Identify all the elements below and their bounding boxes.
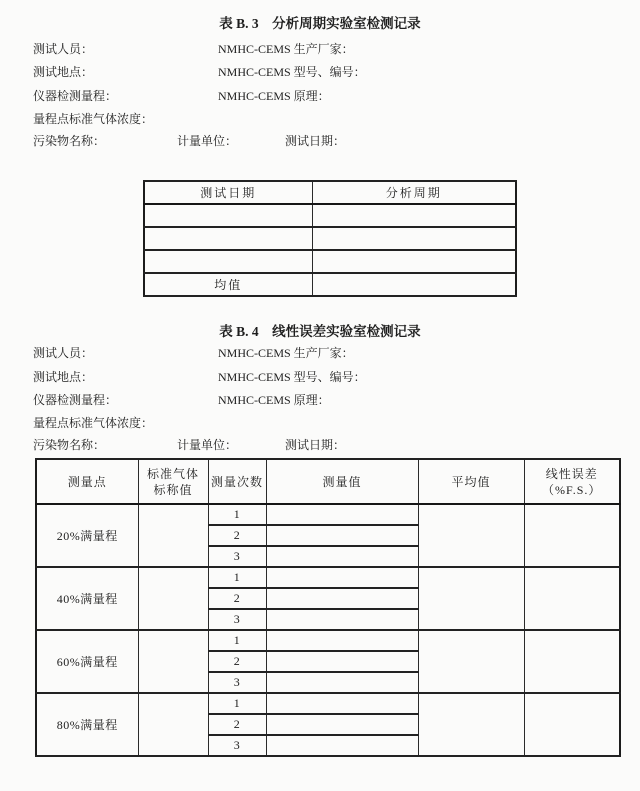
field-tester-label: 测试人员：: [33, 42, 94, 56]
linearity-error-cell: [524, 504, 620, 567]
standard-gas-line1: 标准气体: [146, 466, 199, 481]
field-site-label: 测试地点：: [33, 370, 94, 384]
col-header-average-value: 平均值: [418, 459, 524, 504]
standard-gas-line2: 标称值: [153, 482, 193, 497]
field-site-label: 测试地点：: [33, 65, 94, 79]
run-number-cell: 3: [208, 546, 266, 567]
header-row: [36, 459, 620, 504]
measured-value-cell: [266, 525, 418, 546]
empty-cell: [144, 250, 312, 273]
measure-point-cell: 20%满量程: [36, 504, 138, 567]
average-value-cell: [418, 567, 524, 630]
measure-point-cell: 60%满量程: [36, 630, 138, 693]
run-number-cell: 1: [208, 567, 266, 588]
measured-value-cell: [266, 651, 418, 672]
col-header-analysis-period: 分析周期: [312, 181, 516, 204]
run-number-cell: 1: [208, 630, 266, 651]
standard-gas-value-cell: [138, 693, 208, 756]
row-mean-label: 均值: [144, 273, 312, 296]
run-number-cell: 3: [208, 735, 266, 756]
analysis-period-table: [143, 180, 517, 297]
field-tester-label: 测试人员：: [33, 346, 94, 360]
measure-point-cell: 40%满量程: [36, 567, 138, 630]
linearity-error-line1: 线性误差: [545, 466, 598, 481]
average-value-cell: [418, 693, 524, 756]
measured-value-cell: [266, 630, 418, 651]
field-manufacturer-label: NMHC-CEMS 生产厂家：: [218, 346, 354, 360]
field-principle-label: NMHC-CEMS 原理：: [218, 89, 330, 103]
field-date-label: 测试日期：: [285, 134, 346, 148]
field-span-gas-label: 量程点标准气体浓度：: [33, 416, 154, 430]
col-header-standard-gas: [138, 459, 208, 504]
table-b3-title: 表 B. 3 分析周期实验室检测记录: [219, 16, 421, 31]
mean-row: [144, 273, 516, 296]
measure-point-cell: 80%满量程: [36, 693, 138, 756]
empty-cell: [144, 227, 312, 250]
run-number-cell: 2: [208, 651, 266, 672]
field-model-label: NMHC-CEMS 型号、编号：: [218, 65, 366, 79]
field-unit-label: 计量单位：: [177, 134, 238, 148]
empty-cell: [312, 250, 516, 273]
linearity-error-cell: [524, 630, 620, 693]
standard-gas-value-cell: [138, 567, 208, 630]
group-first-row: [36, 504, 620, 525]
col-header-measure-point: 测量点: [36, 459, 138, 504]
group-first-row: [36, 630, 620, 651]
linearity-error-cell: [524, 693, 620, 756]
measured-value-cell: [266, 504, 418, 525]
measured-value-cell: [266, 546, 418, 567]
field-manufacturer-label: NMHC-CEMS 生产厂家：: [218, 42, 354, 56]
measured-value-cell: [266, 735, 418, 756]
col-header-test-date: 测试日期: [144, 181, 312, 204]
field-pollutant-label: 污染物名称：: [33, 134, 106, 148]
col-header-measure-count: 测量次数: [208, 459, 266, 504]
field-pollutant-label: 污染物名称：: [33, 438, 106, 452]
table-row: [144, 250, 516, 273]
measured-value-cell: [266, 693, 418, 714]
measured-value-cell: [266, 672, 418, 693]
measured-value-cell: [266, 567, 418, 588]
group-first-row: [36, 567, 620, 588]
field-range-label: 仪器检测量程：: [33, 393, 118, 407]
run-number-cell: 2: [208, 588, 266, 609]
table-b4-title: 表 B. 4 线性误差实验室检测记录: [219, 324, 421, 339]
measured-value-cell: [266, 588, 418, 609]
field-model-label: NMHC-CEMS 型号、编号：: [218, 370, 366, 384]
measured-value-cell: [266, 714, 418, 735]
linearity-error-line2: （%F.S.）: [542, 482, 602, 497]
empty-cell: [312, 227, 516, 250]
table-row: [144, 227, 516, 250]
run-number-cell: 3: [208, 609, 266, 630]
run-number-cell: 3: [208, 672, 266, 693]
average-value-cell: [418, 630, 524, 693]
field-date-label: 测试日期：: [285, 438, 346, 452]
standard-gas-value-cell: [138, 504, 208, 567]
table-row: [144, 204, 516, 227]
col-header-linearity-error: [524, 459, 620, 504]
run-number-cell: 2: [208, 525, 266, 546]
standard-gas-value-cell: [138, 630, 208, 693]
field-unit-label: 计量单位：: [177, 438, 238, 452]
empty-cell: [312, 273, 516, 296]
empty-cell: [312, 204, 516, 227]
measured-value-cell: [266, 609, 418, 630]
linearity-error-cell: [524, 567, 620, 630]
field-principle-label: NMHC-CEMS 原理：: [218, 393, 330, 407]
header-row: [144, 181, 516, 204]
run-number-cell: 2: [208, 714, 266, 735]
average-value-cell: [418, 504, 524, 567]
col-header-measured-value: 测量值: [266, 459, 418, 504]
linearity-error-table: [35, 458, 621, 757]
field-span-gas-label: 量程点标准气体浓度：: [33, 112, 154, 126]
run-number-cell: 1: [208, 504, 266, 525]
run-number-cell: 1: [208, 693, 266, 714]
group-first-row: [36, 693, 620, 714]
empty-cell: [144, 204, 312, 227]
field-range-label: 仪器检测量程：: [33, 89, 118, 103]
